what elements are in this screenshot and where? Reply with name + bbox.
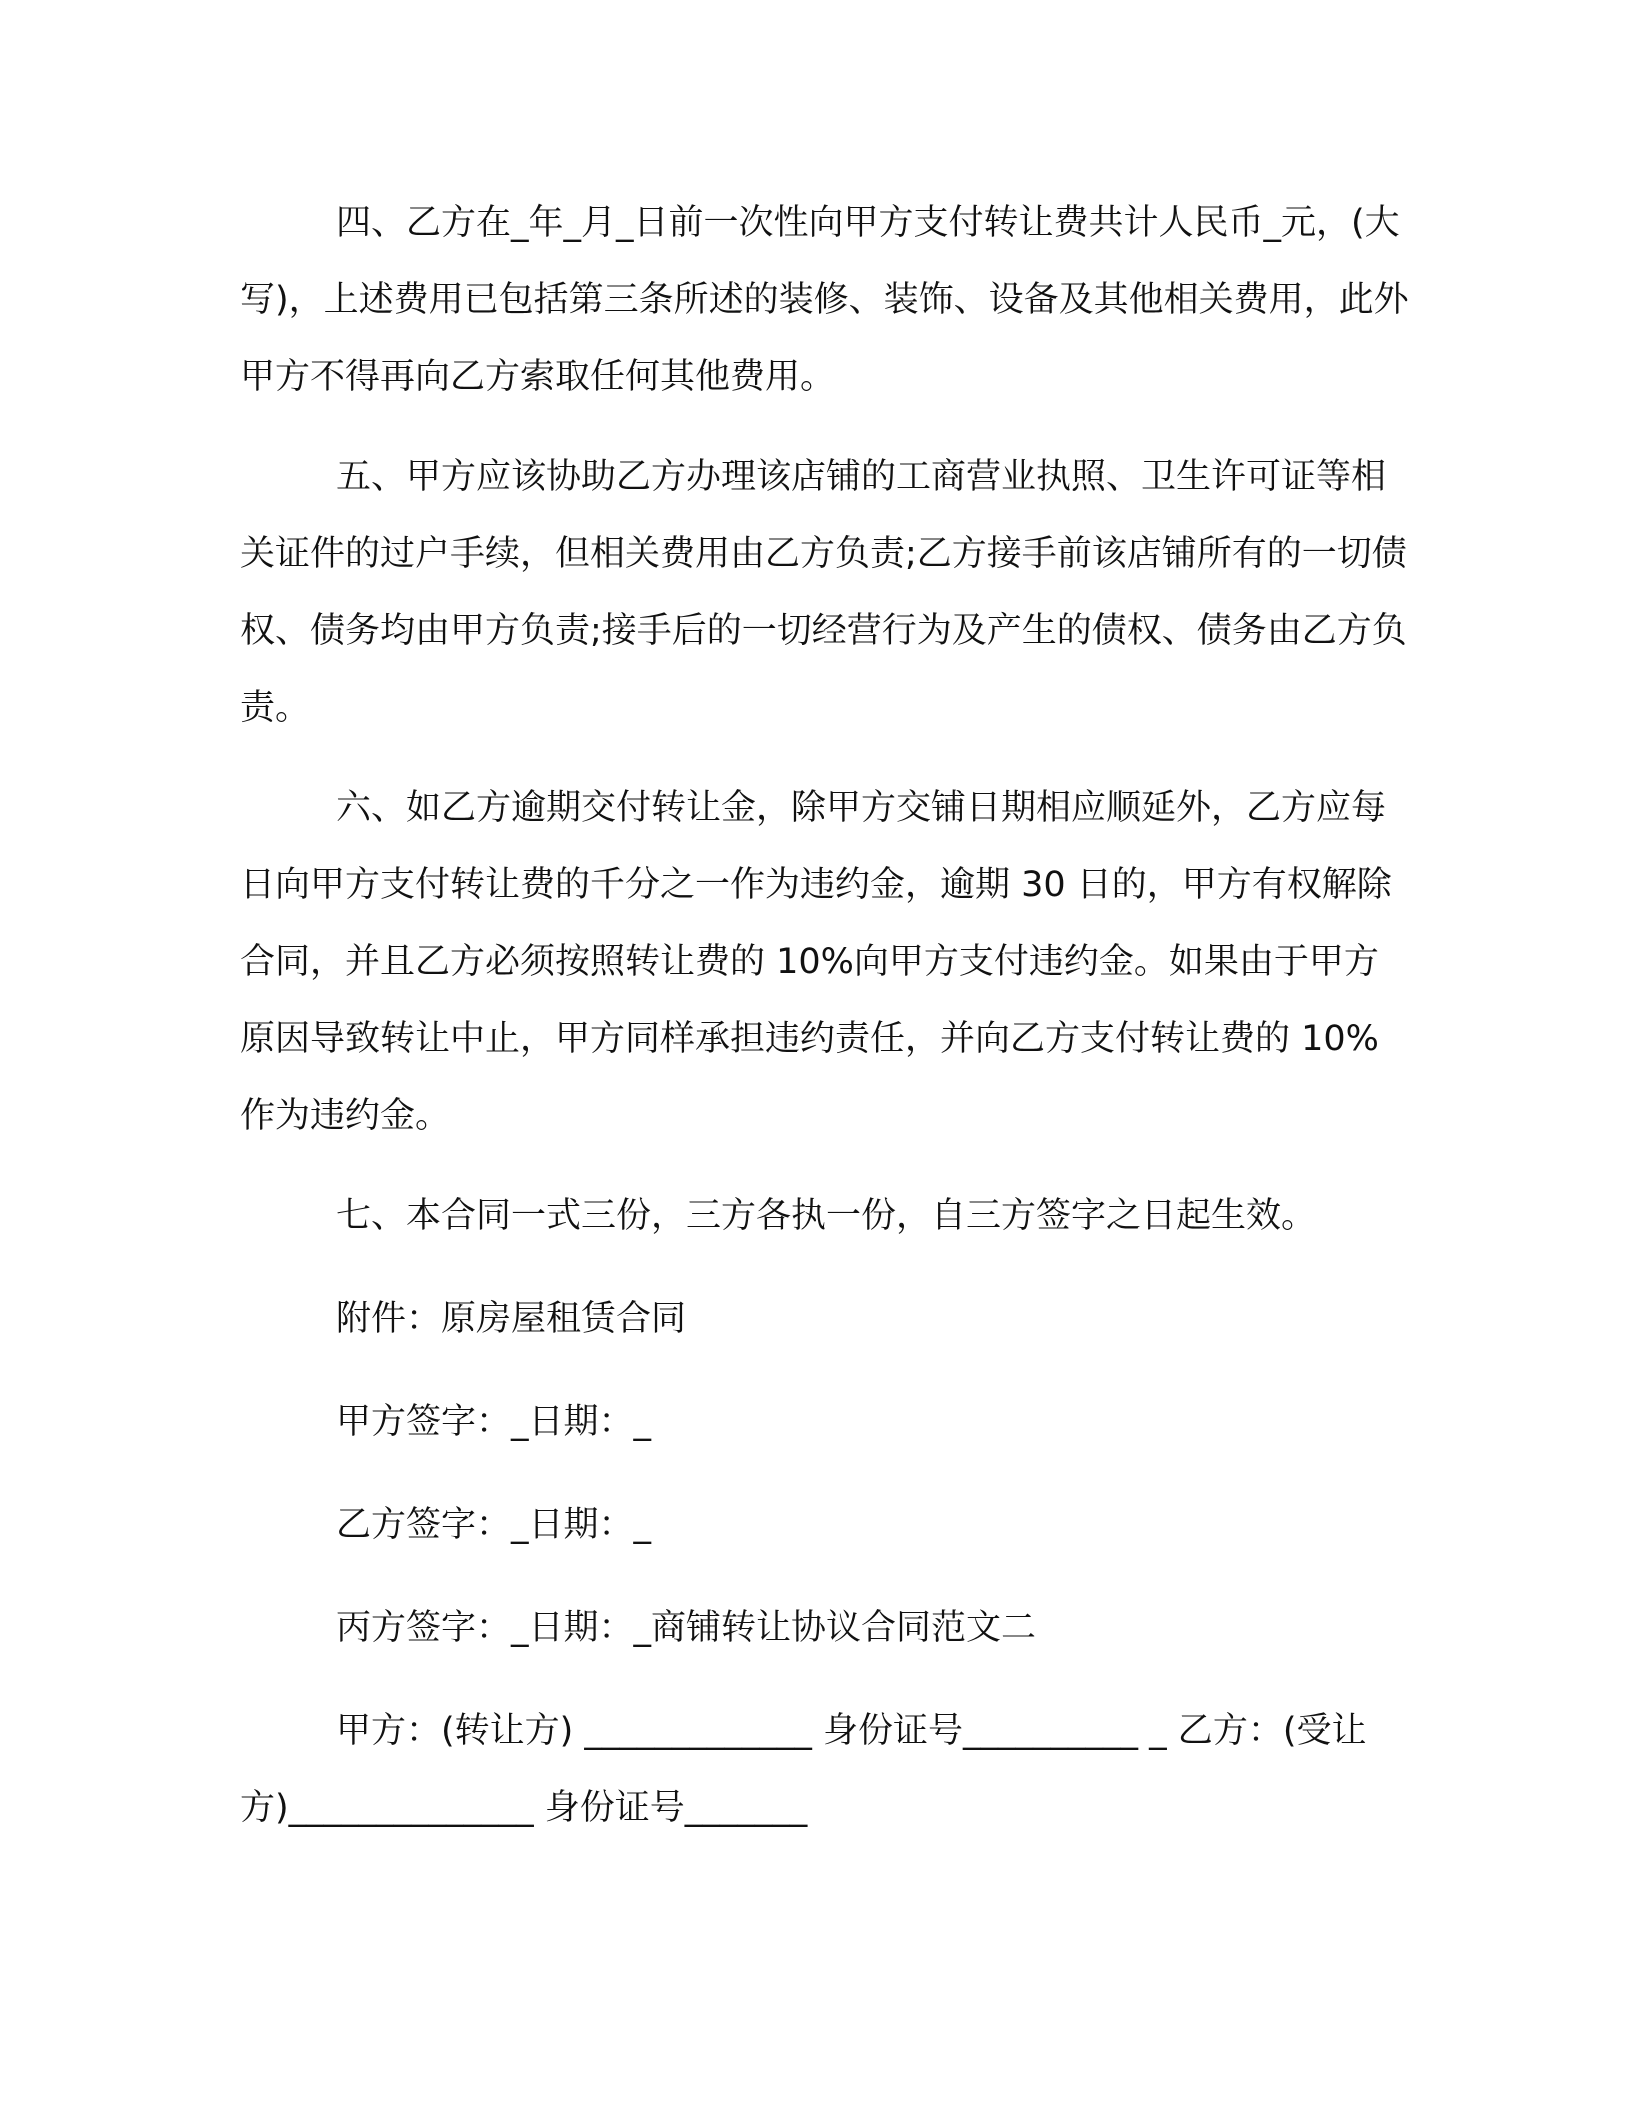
clause-four: 四、乙方在_年_月_日前一次性向甲方支付转让费共计人民币_元，(大写)，上述费用已包括第三条所述的装修、装饰、设备及其他相关费用，此外甲方不得再向乙方索取任何其他费用。 <box>240 203 1409 397</box>
clause-five: 五、甲方应该协助乙方办理该店铺的工商营业执照、卫生许可证等相关证件的过户手续，但相关费用由乙方负责;乙方接手前该店铺所有的一切债权、债务均由甲方负责;接手后的一切经营行为及产生的债权、债务由乙方负责。 <box>240 457 1407 728</box>
clause-six: 六、如乙方逾期交付转让金，除甲方交铺日期相应顺延外，乙方应每日向甲方支付转让费的千分之一作为违约金，逾期 30 日的，甲方有权解除合同，并且乙方必须按照转让费的 10%向甲方支付违约金。如果由于甲方原因导致转让中止，甲方同样承担违约责任，并向乙方支付转让费的 10%作为违约金。 <box>240 788 1392 1136</box>
document-body <box>240 185 1410 1847</box>
party-b-signature-line: 乙方签字：_日期：_ <box>336 1505 652 1545</box>
party-c-signature-line: 丙方签字：_日期：_商铺转让协议合同范文二 <box>336 1608 1037 1648</box>
clause-seven: 七、本合同一式三份，三方各执一份，自三方签字之日起生效。 <box>336 1196 1317 1236</box>
party-a-signature-line: 甲方签字：_日期：_ <box>336 1402 652 1442</box>
parties-info-line: 甲方：(转让方) _____________ 身份证号__________ _ 乙方：(受让方)______________ 身份证号_______ <box>240 1711 1367 1828</box>
attachment-line: 附件：原房屋租赁合同 <box>336 1299 687 1339</box>
